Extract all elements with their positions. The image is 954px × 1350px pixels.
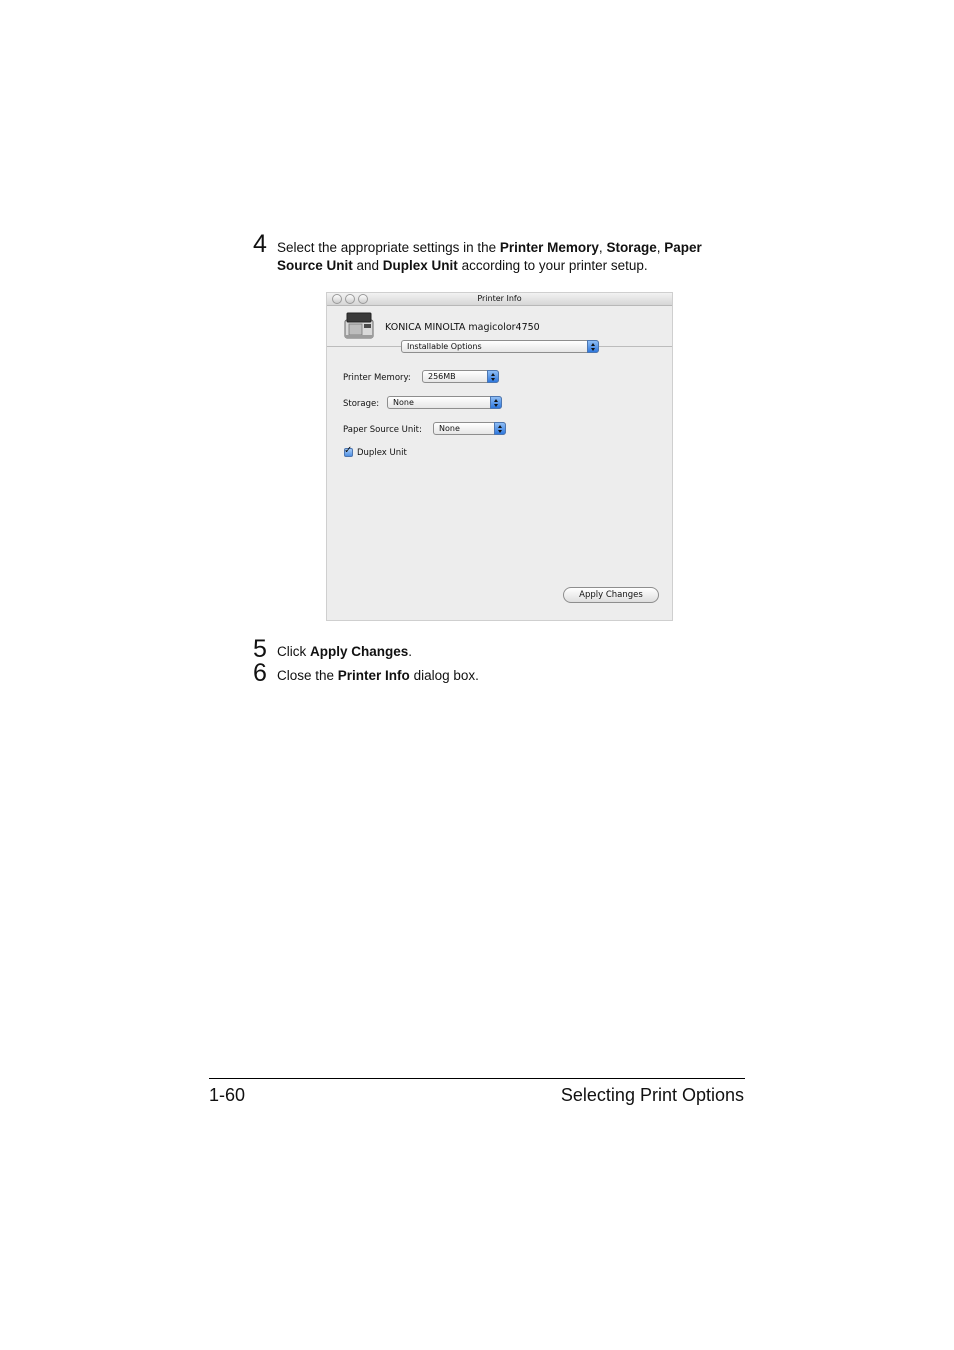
- window-title: Printer Info: [477, 294, 522, 303]
- checkmark-icon: ✓: [344, 445, 353, 456]
- popup-value: Installable Options: [407, 342, 482, 351]
- duplex-unit-checkbox[interactable]: [344, 445, 353, 457]
- bold-term: Printer Memory: [499, 240, 599, 255]
- text-run: dialog box.: [409, 668, 479, 683]
- step-instruction: [277, 643, 747, 661]
- window-titlebar: [327, 293, 672, 306]
- paper-source-label: Paper Source Unit:: [343, 425, 422, 435]
- bold-term: Duplex Unit: [382, 258, 458, 273]
- step-instruction: [277, 667, 747, 685]
- section-title: Selecting Print Options: [560, 1085, 744, 1105]
- text-run: .: [408, 644, 413, 659]
- step-number: 4: [253, 230, 267, 258]
- printer-info-dialog: [326, 292, 673, 621]
- step-number: 6: [253, 659, 267, 687]
- text-run: Click: [277, 644, 310, 659]
- bold-term: Paper Source Unit: [277, 240, 702, 273]
- bold-term: Storage: [606, 240, 657, 255]
- popup-arrows-icon: [490, 396, 502, 409]
- printer-name: KONICA MINOLTA magicolor4750: [385, 322, 540, 333]
- step-instruction: [277, 239, 747, 275]
- text-run: ,: [656, 240, 665, 255]
- text-run: according to your printer setup.: [457, 258, 648, 273]
- paper-source-popup[interactable]: [433, 422, 506, 435]
- printer-memory-label: Printer Memory:: [343, 373, 411, 383]
- duplex-unit-label: Duplex Unit: [357, 448, 407, 458]
- popup-value: 256MB: [428, 372, 456, 381]
- popup-arrows-icon: [487, 370, 499, 383]
- popup-value: None: [393, 398, 414, 407]
- storage-label: Storage:: [343, 399, 380, 409]
- bold-term: Apply Changes: [310, 644, 409, 659]
- page-number: 1-60: [209, 1085, 246, 1105]
- step-number: 5: [253, 635, 267, 663]
- footer-rule: [209, 1078, 745, 1079]
- text-run: Select the appropriate settings in the: [277, 240, 500, 255]
- apply-changes-button[interactable]: Apply Changes: [563, 587, 659, 603]
- bold-term: Printer Info: [337, 668, 410, 683]
- text-run: ,: [598, 240, 607, 255]
- installable-options-popup[interactable]: [401, 340, 599, 353]
- popup-arrows-icon: [587, 340, 599, 353]
- text-run: Close the: [277, 668, 338, 683]
- text-run: and: [352, 258, 383, 273]
- printer-icon: [343, 311, 375, 340]
- storage-popup[interactable]: [387, 396, 502, 409]
- printer-memory-popup[interactable]: [422, 370, 499, 383]
- popup-arrows-icon: [494, 422, 506, 435]
- popup-value: None: [439, 424, 460, 433]
